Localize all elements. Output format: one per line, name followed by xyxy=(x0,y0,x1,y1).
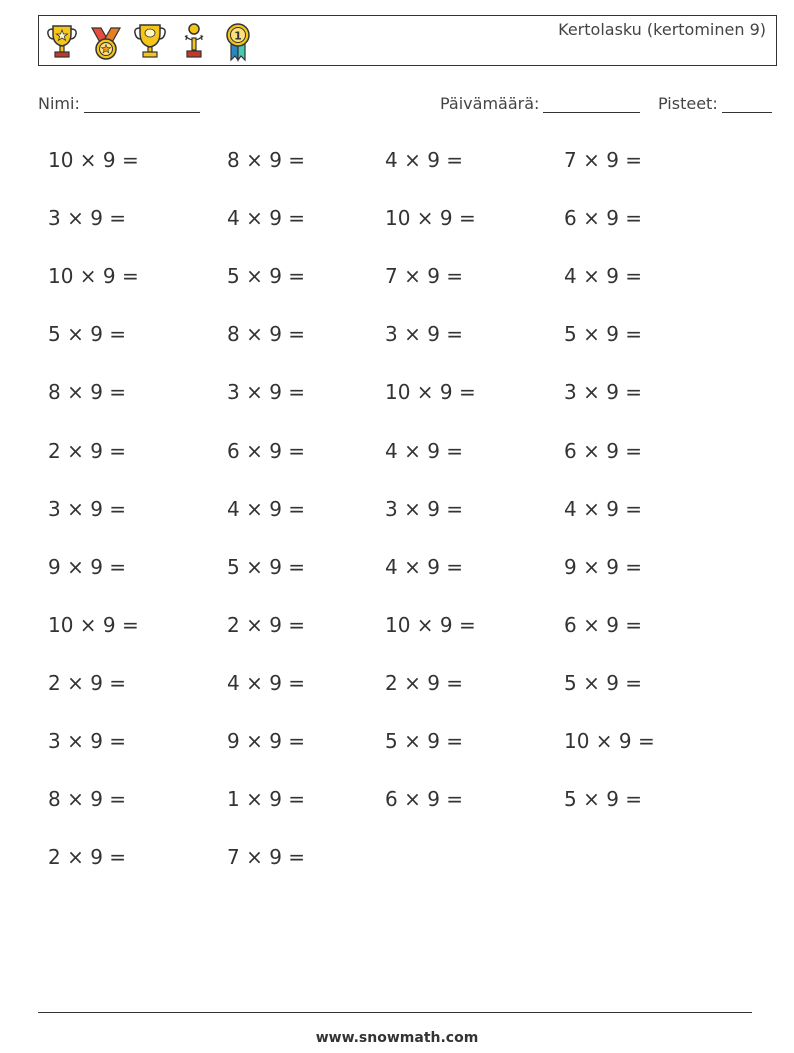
problem-item: 6 × 9 = xyxy=(564,206,643,230)
problem-item: 10 × 9 = xyxy=(385,380,476,404)
problem-item: 3 × 9 = xyxy=(385,497,464,521)
problem-item: 7 × 9 = xyxy=(564,148,643,172)
badge-number: 1 xyxy=(234,29,242,43)
name-field xyxy=(38,94,200,113)
problem-item: 6 × 9 = xyxy=(564,613,643,637)
date-field xyxy=(440,94,640,113)
problem-item: 2 × 9 = xyxy=(385,671,464,695)
problem-item: 4 × 9 = xyxy=(227,206,306,230)
worksheet-title: Kertolasku (kertominen 9) xyxy=(558,20,766,39)
problem-item: 3 × 9 = xyxy=(48,497,127,521)
trophy-star-icon xyxy=(45,20,79,64)
ribbon-badge-icon xyxy=(221,20,255,64)
problem-item: 10 × 9 = xyxy=(385,613,476,637)
problem-item: 2 × 9 = xyxy=(48,439,127,463)
problem-item: 3 × 9 = xyxy=(48,206,127,230)
problem-item: 6 × 9 = xyxy=(564,439,643,463)
name-label: Nimi: xyxy=(38,94,80,113)
name-line[interactable] xyxy=(84,96,200,113)
problem-item: 4 × 9 = xyxy=(564,497,643,521)
date-label: Päivämäärä: xyxy=(440,94,540,113)
problem-item: 5 × 9 = xyxy=(385,729,464,753)
header-box xyxy=(38,15,777,66)
problem-item: 10 × 9 = xyxy=(48,613,139,637)
trophy-cup-icon xyxy=(133,20,167,64)
award-figure-icon xyxy=(177,20,211,64)
problem-item: 6 × 9 = xyxy=(227,439,306,463)
problem-item: 8 × 9 = xyxy=(48,380,127,404)
problem-item: 4 × 9 = xyxy=(227,671,306,695)
problem-item: 10 × 9 = xyxy=(564,729,655,753)
problem-item: 5 × 9 = xyxy=(564,787,643,811)
problem-item: 3 × 9 = xyxy=(227,380,306,404)
score-line[interactable] xyxy=(722,96,772,113)
problem-item: 5 × 9 = xyxy=(48,322,127,346)
problem-item: 9 × 9 = xyxy=(227,729,306,753)
problem-item: 5 × 9 = xyxy=(564,671,643,695)
medal-star-icon xyxy=(89,20,123,64)
problem-item: 3 × 9 = xyxy=(564,380,643,404)
problem-item: 9 × 9 = xyxy=(48,555,127,579)
problem-item: 8 × 9 = xyxy=(227,148,306,172)
problem-item: 10 × 9 = xyxy=(385,206,476,230)
date-line[interactable] xyxy=(543,96,640,113)
problem-item: 10 × 9 = xyxy=(48,264,139,288)
problem-item: 4 × 9 = xyxy=(385,439,464,463)
problem-item: 5 × 9 = xyxy=(227,555,306,579)
problem-item: 6 × 9 = xyxy=(385,787,464,811)
problem-item: 5 × 9 = xyxy=(564,322,643,346)
problem-item: 3 × 9 = xyxy=(48,729,127,753)
problem-item: 4 × 9 = xyxy=(564,264,643,288)
problem-item: 8 × 9 = xyxy=(48,787,127,811)
problem-item: 9 × 9 = xyxy=(564,555,643,579)
problem-item: 2 × 9 = xyxy=(227,613,306,637)
footer-url: www.snowmath.com xyxy=(315,1030,479,1046)
problem-item: 7 × 9 = xyxy=(227,845,306,869)
problem-item: 5 × 9 = xyxy=(227,264,306,288)
problem-item: 1 × 9 = xyxy=(227,787,306,811)
footer-divider xyxy=(38,1012,752,1013)
problem-item: 8 × 9 = xyxy=(227,322,306,346)
problem-item: 4 × 9 = xyxy=(385,555,464,579)
problem-item: 3 × 9 = xyxy=(385,322,464,346)
score-field xyxy=(658,94,772,113)
problem-item: 4 × 9 = xyxy=(385,148,464,172)
award-icons xyxy=(45,20,255,64)
score-label: Pisteet: xyxy=(658,94,718,113)
problem-item: 2 × 9 = xyxy=(48,671,127,695)
problem-item: 10 × 9 = xyxy=(48,148,139,172)
problem-item: 7 × 9 = xyxy=(385,264,464,288)
problem-item: 2 × 9 = xyxy=(48,845,127,869)
problem-item: 4 × 9 = xyxy=(227,497,306,521)
